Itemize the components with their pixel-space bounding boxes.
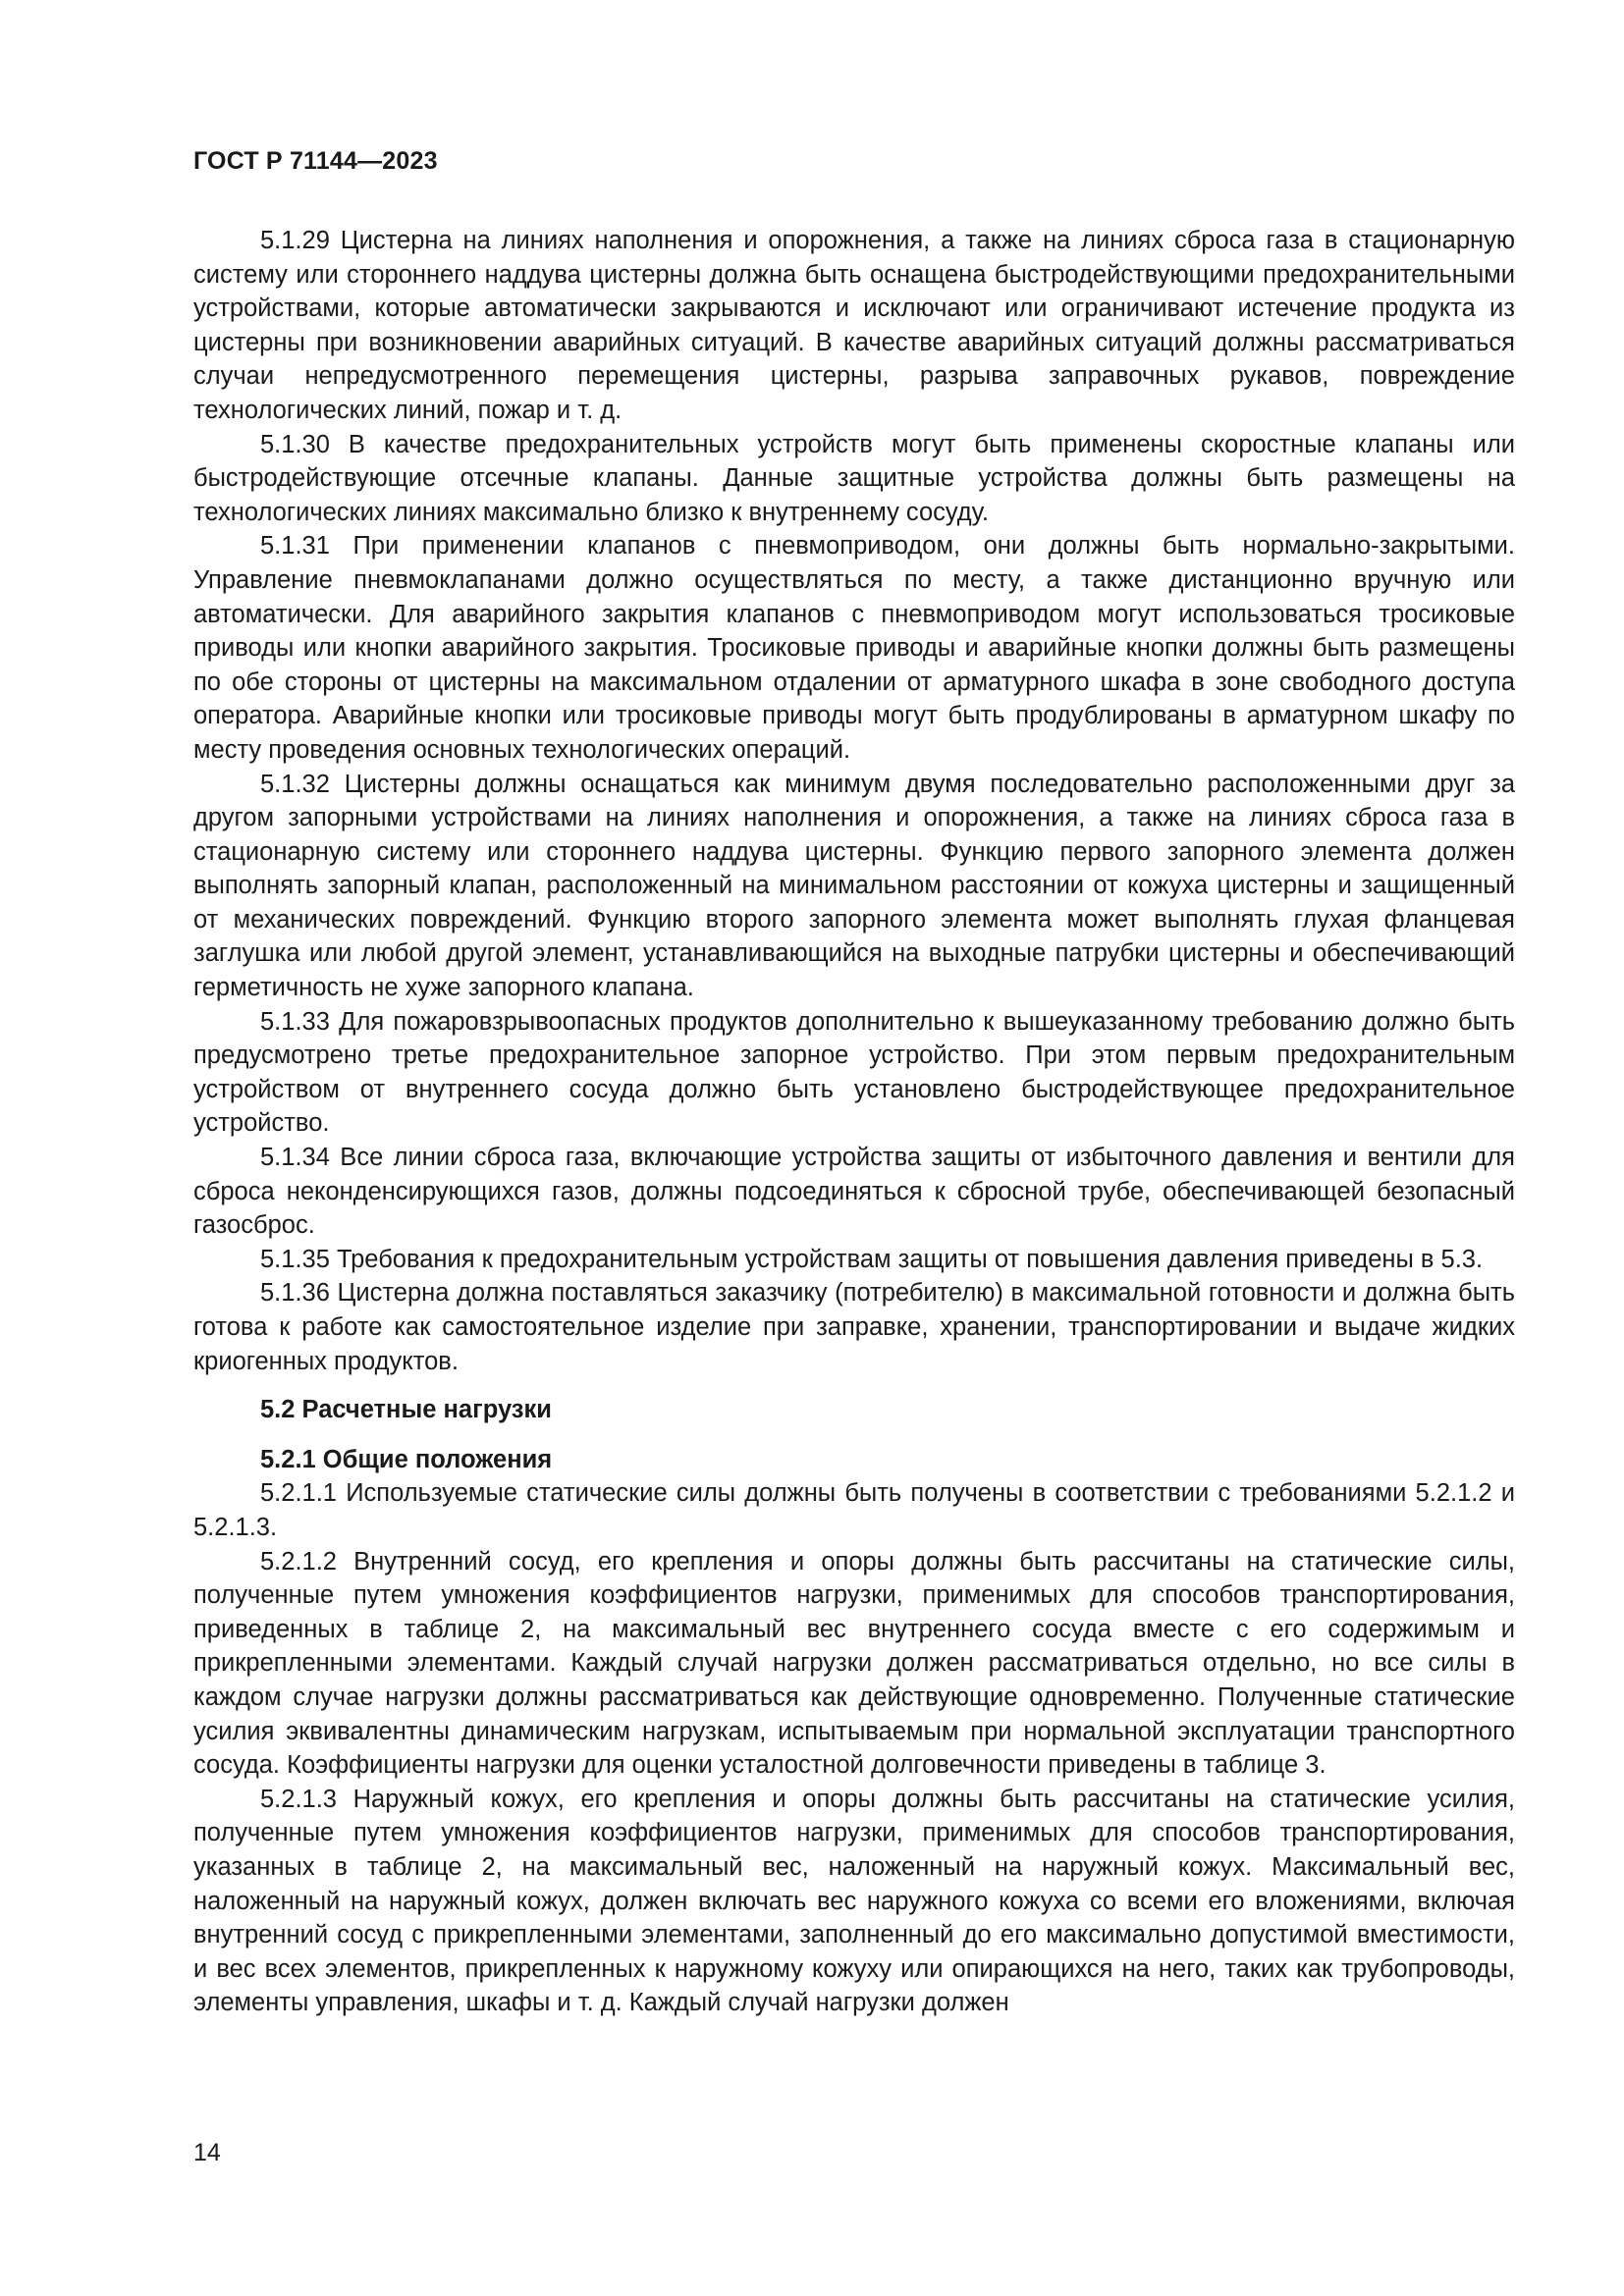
clause-5-2-1-3: 5.2.1.3 Наружный кожух, его крепления и опоры должны быть рассчитаны на статические усилия, полученные путем умножения коэффициентов нагрузки, применимых для способов транспортирования, указанных в таблице 2, на максимальный вес, наложенный на наружный кожух. Максимальный вес, наложенный на наружный кожух, должен включать вес наружного кожуха со всеми его вложениями, включая внутренний сосуд с прикрепленными элементами, заполненный до его максимально допустимой вместимости, и вес всех элементов, прикрепленных к наружному кожуху или опирающихся на него, таких как трубопроводы, элементы управления, шкафы и т. д. Каждый случай нагрузки должен xyxy=(193,1785,1515,2017)
document-code-header: ГОСТ Р 71144—2023 xyxy=(193,147,438,175)
section-heading-5-2: 5.2 Расчетные нагрузки xyxy=(260,1396,552,1424)
clause-5-1-35: 5.1.35 Требования к предохранительным устройствам защиты от повышения давления приведены в 5.3. xyxy=(260,1245,1484,1273)
document-body xyxy=(193,224,1515,2020)
clause-5-2-1-1: 5.2.1.1 Используемые статические силы должны быть получены в соответствии с требованиями 5.2.1.2 и 5.2.1.3. xyxy=(193,1479,1515,1541)
clause-5-2-1-2: 5.2.1.2 Внутренний сосуд, его крепления и опоры должны быть рассчитаны на статические силы, полученные путем умножения коэффициентов нагрузки, применимых для способов транспортирования, приведенных в таблице 2, на максимальный вес внутреннего сосуда вместе с его содержимым и прикрепленными элементами. Каждый случай нагрузки должен рассматриваться отдельно, но все силы в каждом случае нагрузки должны рассматриваться как действующие одновременно. Полученные статические усилия эквивалентны динамическим нагрузкам, испытываемым при нормальной эксплуатации транспортного сосуда. Коэффициенты нагрузки для оценки усталостной долговечности приведены в таблице 3. xyxy=(193,1547,1515,1780)
clause-5-1-36: 5.1.36 Цистерна должна поставляться заказчику (потребителю) в максимальной готовности и должна быть готова к работе как самостоятельное изделие при заправке, хранении, транспортировании и выдаче жидких криогенных продуктов. xyxy=(193,1279,1515,1375)
page-number: 14 xyxy=(193,2139,221,2166)
clause-5-1-32: 5.1.32 Цистерны должны оснащаться как минимум двумя последовательно расположенными друг за другом запорными устройствами на линиях наполнения и опорожнения, а также на линиях сброса газа в стационарную систему или стороннего наддува цистерны. Функцию первого запорного элемента должен выполнять запорный клапан, расположенный на минимальном расстоянии от кожуха цистерны и защищенный от механических повреждений. Функцию второго запорного элемента может выполнять глухая фланцевая заглушка или любой другой элемент, устанавливающийся на выходные патрубки цистерны и обеспечивающий герметичность не хуже запорного клапана. xyxy=(193,770,1515,1002)
clause-5-1-31: 5.1.31 При применении клапанов с пневмоприводом, они должны быть нормально-закрытыми. Управление пневмоклапанами должно осуществляться по месту, а также дистанционно вручную или автоматически. Для аварийного закрытия клапанов с пневмоприводом могут использоваться тросиковые приводы или кнопки аварийного закрытия. Тросиковые приводы и аварийные кнопки должны быть размещены по обе стороны от цистерны на максимальном отдалении от арматурного шкафа в зоне свободного доступа оператора. Аварийные кнопки или тросиковые приводы могут быть продублированы в арматурном шкафу по месту проведения основных технологических операций. xyxy=(193,532,1515,764)
clause-5-1-34: 5.1.34 Все линии сброса газа, включающие устройства защиты от избыточного давления и вентили для сброса неконденсирующихся газов, должны подсоединяться к сбросной трубе, обеспечивающей безопасный газосброс. xyxy=(193,1144,1515,1240)
subsection-heading-5-2-1: 5.2.1 Общие положения xyxy=(260,1445,553,1473)
clause-5-1-33: 5.1.33 Для пожаровзрывоопасных продуктов дополнительно к вышеуказанному требованию должно быть предусмотрено третье предохранительное запорное устройство. При этом первым предохранительным устройством от внутреннего сосуда должно быть установлено быстродействующее предохранительное устройство. xyxy=(193,1007,1515,1138)
clause-5-1-30: 5.1.30 В качестве предохранительных устройств могут быть применены скоростные клапаны или быстродействующие отсечные клапаны. Данные защитные устройства должны быть размещены на технологических линиях максимально близко к внутреннему сосуду. xyxy=(193,430,1515,526)
clause-5-1-29: 5.1.29 Цистерна на линиях наполнения и опорожнения, а также на линиях сброса газа в стационарную систему или стороннего наддува цистерны должна быть оснащена быстродействующими предохранительными устройствами, которые автоматически закрываются и исключают или ограничивают истечение продукта из цистерны при возникновении аварийных ситуаций. В качестве аварийных ситуаций должны рассматриваться случаи непредусмотренного перемещения цистерны, разрыва заправочных рукавов, повреждение технологических линий, пожар и т. д. xyxy=(193,227,1515,424)
